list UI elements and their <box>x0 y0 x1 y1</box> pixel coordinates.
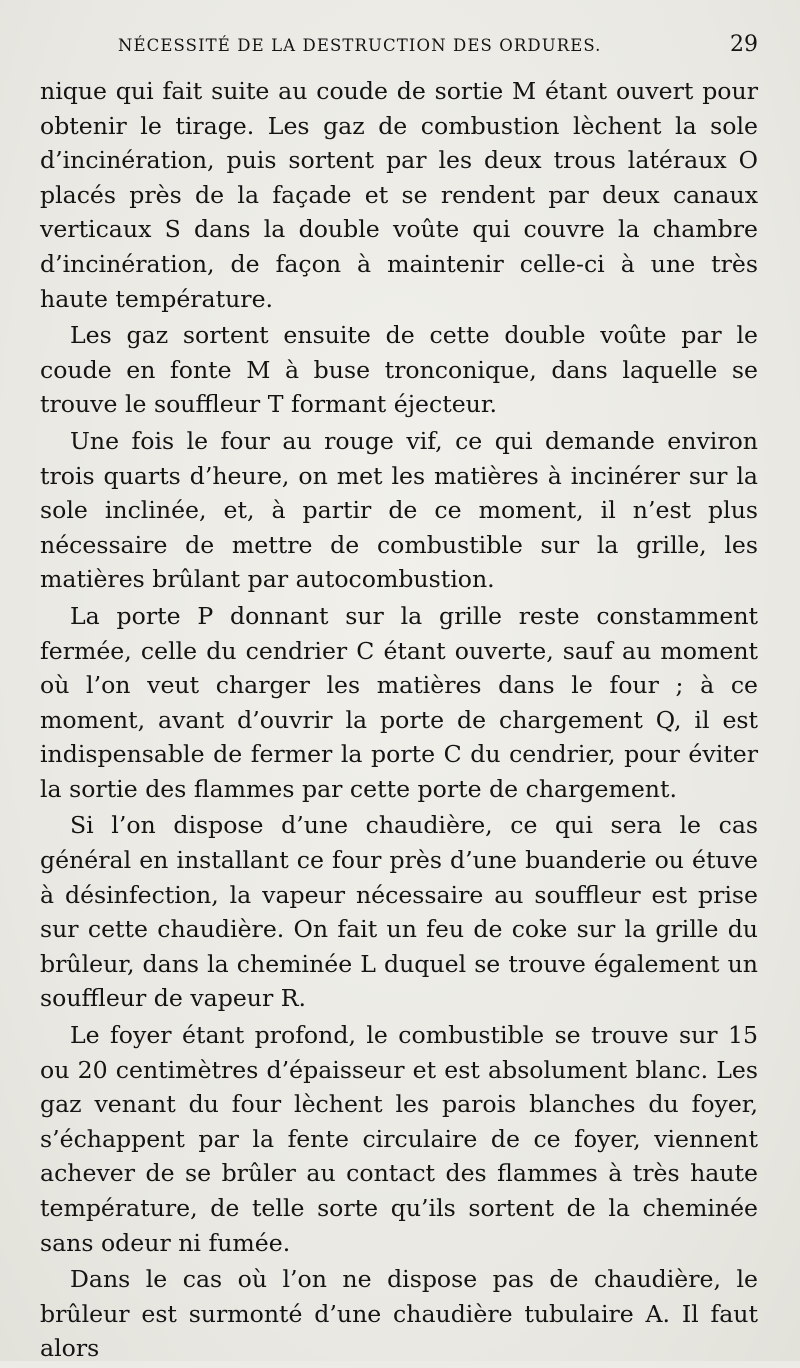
paragraph: Si l’on dispose d’une chaudière, ce qui sera le cas général en installant ce four près d’une buanderie ou étuve à désinfection, la vapeur nécessaire au souffleur est prise sur cette chaudière. On fait un feu de coke sur la grille du brûleur, dans la cheminée L duquel se trouve également un souffleur de vapeur R. <box>40 811 758 1013</box>
paragraph: Les gaz sortent ensuite de cette double voûte par le coude en fonte M à buse tronconique, dans laquelle se trouve le souffleur T formant éjecteur. <box>40 321 758 419</box>
paragraph: Dans le cas où l’on ne dispose pas de chaudière, le brûleur est surmonté d’une chaudière tubulaire A. Il faut alors <box>40 1265 758 1363</box>
running-head: NÉCESSITÉ DE LA DESTRUCTION DES ORDURES. <box>118 36 602 55</box>
paragraph: Le foyer étant profond, le combustible se trouve sur 15 ou 20 centimètres d’épaisseur et est absolument blanc. Les gaz venant du four lèchent les parois blanches du foyer, s’échappent par la fente circulaire de ce foyer, viennent achever de se brûler au contact des flammes à très haute température, de telle sorte qu’ils sortent de la cheminée sans odeur ni fumée. <box>40 1021 758 1257</box>
paragraph: Une fois le four au rouge vif, ce qui demande environ trois quarts d’heure, on met les matières à incinérer sur la sole inclinée, et, à partir de ce moment, il n’est plus nécessaire de mettre de combustible sur la grille, les matières brûlant par autocombustion. <box>40 426 758 594</box>
page-number: 29 <box>730 32 758 57</box>
page-header <box>118 32 758 66</box>
paragraph: La porte P donnant sur la grille reste constamment fermée, celle du cendrier C étant ouverte, sauf au moment où l’on veut charger les matières dans le four ; à ce moment, avant d’ouvrir la porte de chargement Q, il est indispensable de fermer la porte C du cendrier, pour éviter la sortie des flammes par cette porte de chargement. <box>40 601 758 803</box>
body-text <box>40 74 758 1368</box>
paragraph: nique qui fait suite au coude de sortie M étant ouvert pour obtenir le tirage. Les gaz de combustion lèchent la sole d’incinération, puis sortent par les deux trous latéraux O placés près de la façade et se rendent par deux canaux verticaux S dans la double voûte qui couvre la chambre d’incinération, de façon à maintenir celle-ci à une très haute température. <box>40 77 758 313</box>
